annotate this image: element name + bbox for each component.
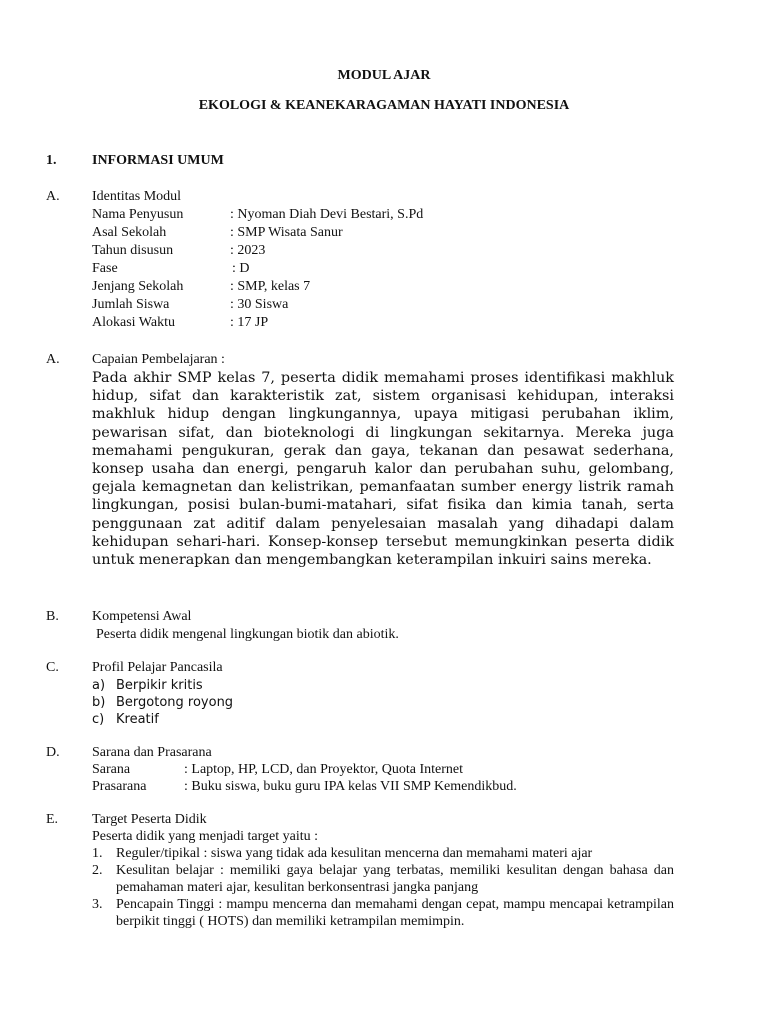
section-number: 1. <box>46 153 57 168</box>
capaian-letter: A. <box>46 352 60 367</box>
sarana-value: : Buku siswa, buku guru IPA kelas VII SMP Kemendikbud. <box>184 779 517 794</box>
identitas-letter: A. <box>46 189 60 204</box>
module-title: MODUL AJAR <box>337 68 431 83</box>
sarana-heading: Sarana dan Prasarana <box>92 745 212 760</box>
profil-item: Bergotong royong <box>116 695 234 710</box>
target-intro: Peserta didik yang menjadi target yaitu : <box>92 829 319 844</box>
section-title: INFORMASI UMUM <box>92 153 224 168</box>
capaian-heading: Capaian Pembelajaran : <box>92 352 225 367</box>
profil-heading: Profil Pelajar Pancasila <box>92 660 223 675</box>
identitas-value: : SMP, kelas 7 <box>230 279 311 294</box>
target-item: Reguler/tipikal : siswa yang tidak ada kesulitan mencerna dan memahami materi ajar <box>116 846 593 861</box>
kompetensi-letter: B. <box>46 609 59 624</box>
identitas-key: Fase <box>92 261 118 276</box>
profil-item: Kreatif <box>116 712 159 727</box>
identitas-value: : SMP Wisata Sanur <box>230 225 343 240</box>
profil-item: Berpikir kritis <box>116 678 203 693</box>
identitas-value: : 17 JP <box>230 315 269 330</box>
identitas-key: Jumlah Siswa <box>92 297 170 312</box>
target-letter: E. <box>46 812 59 827</box>
target-heading: Target Peserta Didik <box>92 812 207 827</box>
target-item: Kesulitan belajar : memiliki gaya belajar yang terbatas, memiliki kesulitan dengan bahasa dan pemahaman materi ajar, kesulitan berkonsentrasi jangka panjang <box>116 863 674 895</box>
identitas-key: Alokasi Waktu <box>92 315 175 330</box>
target-marker: 3. <box>92 897 103 912</box>
identitas-value: : Nyoman Diah Devi Bestari, S.Pd <box>230 207 424 222</box>
identitas-value: : 2023 <box>230 243 266 258</box>
profil-marker: a) <box>92 678 106 693</box>
identitas-value: : D <box>232 261 250 276</box>
module-subtitle: EKOLOGI & KEANEKARAGAMAN HAYATI INDONESIA <box>198 98 570 113</box>
sarana-letter: D. <box>46 745 60 760</box>
profil-marker: b) <box>92 695 106 710</box>
profil-marker: c) <box>92 712 105 727</box>
target-marker: 1. <box>92 846 103 861</box>
kompetensi-text: Peserta didik mengenal lingkungan biotik dan abiotik. <box>96 627 399 642</box>
sarana-value: : Laptop, HP, LCD, dan Proyektor, Quota Internet <box>184 762 464 777</box>
target-marker: 2. <box>92 863 103 878</box>
identitas-value: : 30 Siswa <box>230 297 289 312</box>
target-item: Pencapain Tinggi : mampu mencerna dan memahami dengan cepat, mampu mencapai ketrampilan berpikit tinggi ( HOTS) dan memiliki ketrampilan memimpin. <box>116 897 674 929</box>
identitas-key: Nama Penyusun <box>92 207 184 222</box>
sarana-key: Prasarana <box>92 779 147 794</box>
kompetensi-heading: Kompetensi Awal <box>92 609 192 624</box>
profil-letter: C. <box>46 660 59 675</box>
sarana-key: Sarana <box>92 762 131 777</box>
identitas-key: Asal Sekolah <box>92 225 167 240</box>
identitas-key: Tahun disusun <box>92 243 174 258</box>
identitas-heading: Identitas Modul <box>92 189 182 204</box>
capaian-paragraph: Pada akhir SMP kelas 7, peserta didik memahami proses identifikasi makhluk hidup, sifat dan karakteristik zat, sistem organisasi kehidupan, interaksi makhluk hidup dengan lingkungannya, upaya mitigasi perubahan iklim, pewarisan sifat, dan bioteknologi di lingkungan sekitarnya. Mereka juga memahami pengukuran, gerak dan gaya, tekanan dan pesawat sederhana, konsep usaha dan energi, pengaruh kalor dan perubahan suhu, gelombang, gejala kemagnetan dan kelistrikan, pemanfaatan sumber energy listrik ramah lingkungan, posisi bulan-bumi-matahari, sifat fisika dan kimia tanah, serta penggunaan zat aditif dalam penyelesaian masalah yang dihadapi dalam kehidupan sehari-hari. Konsep-konsep tersebut memungkinkan peserta didik untuk menerapkan dan mengembangkan keterampilan inkuiri sains mereka. <box>92 370 674 569</box>
identitas-key: Jenjang Sekolah <box>92 279 184 294</box>
